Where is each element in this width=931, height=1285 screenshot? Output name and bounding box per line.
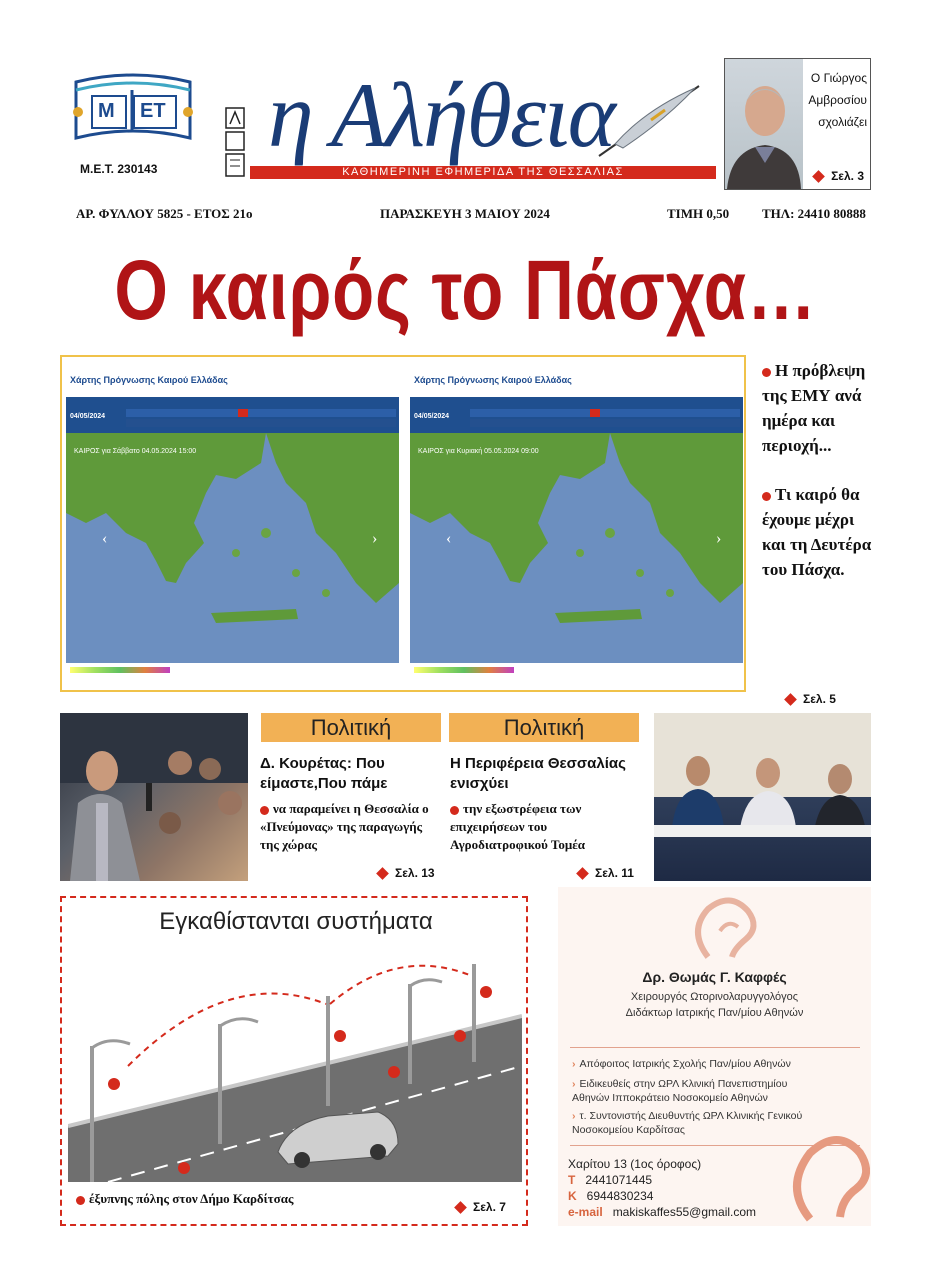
met-letter-m: Μ [98,100,115,122]
chevron-left-icon[interactable]: ‹ [102,530,108,547]
columnist-line: Ο Γιώργος [810,71,867,85]
columnist-page-ref[interactable]: Σελ. 3 [814,169,864,183]
doctor-specialty: Χειρουργός Ωτορινολαρυγγολόγος [630,991,799,1003]
phone-number: ΤΗΛ: 24410 80888 [762,206,866,221]
issue-number: ΑΡ. ΦΥΛΛΟΥ 5825 - ΕΤΟΣ 21ο [76,206,253,221]
met-logo [68,72,198,150]
bullet-icon [762,368,771,377]
smart-city-caption: έξυπνης πόλης στον Δήμο Καρδίτσας [76,1191,293,1207]
chevron-left-icon[interactable]: ‹ [446,530,452,547]
ear-logo-icon [780,1127,870,1223]
chevron-right-icon[interactable]: › [372,530,378,547]
map-date: 04/05/2024 [70,413,106,420]
columnist-photo [725,59,803,189]
bullet-icon [450,806,459,815]
weather-bullet[interactable]: Η πρόβλεψη της ΕΜΥ ανά ημέρα και περιοχή... [762,361,866,455]
weather-map[interactable] [66,369,399,677]
diamond-icon [784,693,797,706]
title-text: η Αλήθεια [268,64,614,166]
weather-page-ref[interactable]: Σελ. 5 [786,692,836,706]
map-forecast-label: ΚΑΙΡΟΣ για Σάββατο 04.05.2024 15:00 [74,448,197,455]
diamond-icon [812,170,825,183]
article-page-ref[interactable]: Σελ. 11 [578,866,634,880]
bullet-icon [76,1196,85,1205]
bullet-icon [762,492,771,501]
map-area [66,433,399,663]
credential-item: › τ. Συντονιστής Διευθυντής ΩΡΛ Κλινικής Γενικού Νοσοκομείου Καρδίτσας [572,1110,803,1136]
smart-city-box[interactable] [60,896,528,1226]
article-title[interactable]: Η Περιφέρεια Θεσσαλίας ενισχύει [450,755,626,792]
smart-city-page-ref[interactable]: Σελ. 7 [456,1200,506,1214]
columnist-line: Αμβροσίου [808,93,867,107]
weather-bullets [762,358,872,582]
map-title: Χάρτης Πρόγνωσης Καιρού Ελλάδας [70,375,228,385]
speaker-photo [60,713,248,881]
article-summary: να παραμείνει η Θεσσαλία ο «Πνεύμονας» της παραγωγής της χώρας [260,801,429,852]
masthead-subtitle: ΚΑΘΗΜΕΡΙΝΗ ΕΦΗΜΕΡΙΔΑ ΤΗΣ ΘΕΣΣΑΛΙΑΣ [250,166,716,179]
weather-maps-panel[interactable] [60,355,746,692]
map-legend [70,667,170,673]
columnist-box[interactable] [724,58,871,190]
map-timeline[interactable] [410,397,743,433]
section-tab-politics[interactable]: Πολιτική [261,713,441,742]
map-forecast-label: ΚΑΙΡΟΣ για Κυριακή 05.05.2024 09:00 [418,448,539,455]
article-page-ref[interactable]: Σελ. 13 [378,866,435,880]
columnist-line: σχολιάζει [818,115,867,129]
map-title: Χάρτης Πρόγνωσης Καιρού Ελλάδας [414,375,572,385]
diamond-icon [454,1201,467,1214]
address: Χαρίτου 13 (1ος όροφος) [568,1157,702,1171]
met-letter-et: ΕΤ [140,100,166,122]
section-tab-politics[interactable]: Πολιτική [449,713,639,742]
map-date: 04/05/2024 [414,413,450,420]
credential-item: › Απόφοιτος Ιατρικής Σχολής Παν/μίου Αθηνών [572,1058,791,1070]
bullet-icon [260,806,269,815]
met-registration: Μ.Ε.Τ. 230143 [80,162,158,176]
map-legend [414,667,514,673]
credential-item: › Ειδικευθείς στην ΩΡΛ Κλινική Πανεπιστημίου Αθηνών Ιπποκράτειο Νοσοκομείο Αθηνών [572,1078,788,1104]
main-headline[interactable]: Ο καιρός το Πάσχα… [114,243,817,337]
map-timeline[interactable] [66,397,399,433]
issue-date: ΠΑΡΑΣΚΕΥΗ 3 ΜΑΙΟΥ 2024 [380,206,550,221]
weather-bullet[interactable]: Τι καιρό θα έχουμε μέχρι και τη Δευτέρα του Πάσχα. [762,485,872,579]
chevron-right-icon[interactable]: › [716,530,722,547]
doctor-name: Δρ. Θωμάς Γ. Καφφές [642,969,787,985]
map-hours-strip [126,409,396,429]
article-title[interactable]: Δ. Κουρέτας: Που είμαστε,Που πάμε [260,755,388,792]
doctor-degree: Διδάκτωρ Ιατρικής Παν/μίου Αθηνών [625,1007,804,1019]
weather-map[interactable] [410,369,743,677]
phone[interactable]: Τ 2441071445 [568,1173,653,1187]
mobile[interactable]: Κ 6944830234 [568,1189,654,1203]
email[interactable]: e-mail makiskaffes55@gmail.com [568,1205,757,1219]
columnist-caption [807,67,867,133]
doctor-advertisement[interactable] [558,887,871,1226]
smart-city-illustration [68,956,522,1182]
panel-photo [654,713,871,881]
diamond-icon [576,867,589,880]
map-area [410,433,743,663]
diamond-icon [376,867,389,880]
divider [570,1047,860,1048]
quill-icon [595,80,705,160]
smart-city-title: Εγκαθίστανται συστήματα [159,908,433,935]
certification-logos [224,106,246,178]
ear-logo-icon [668,891,778,961]
article-summary: την εξωστρέφεια των επιχειρήσεων του Αγροδιατροφικού Τομέα [450,801,586,852]
issue-price: ΤΙΜΗ 0,50 [667,206,730,221]
map-hours-strip [470,409,740,429]
